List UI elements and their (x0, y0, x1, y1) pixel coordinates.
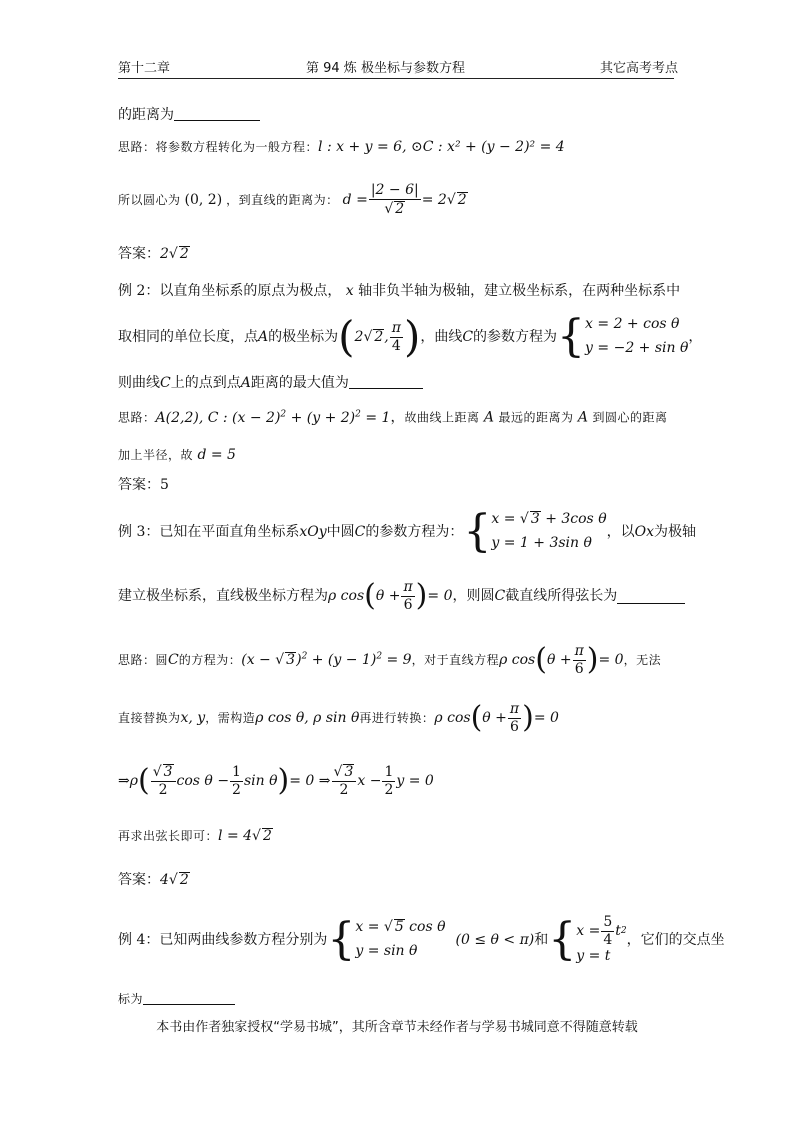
header-rule (118, 78, 674, 79)
copyright-footer: 本书由作者独家授权“学易书城”，其所含章节未经作者与学易书城同意不得随意转载 (156, 1020, 638, 1035)
answer-blank-2[interactable] (349, 374, 423, 389)
example-2-line-2: 取相同的单位长度，点 A 的极坐标为 ( 2 √ 2 , $\frac{\pi}{4}$ ) ，曲线 C 的参数方程为 { x = 2 + cos θ y = −2 + sin θ ， (118, 311, 703, 362)
answer-3: 答案：4√ 2 (118, 872, 189, 888)
answer-blank-4[interactable] (143, 990, 235, 1005)
header-chapter: 第十二章 (118, 61, 171, 76)
example-2-solution-2: 加上半径，故 d = 5 (118, 447, 236, 463)
example-3-line-2: 建立极坐标系，直线极坐标方程为 ρ cos ( θ + $\frac{\pi}{6}$ ) = 0 ，则圆 C 截直线所得弦长为 (118, 576, 685, 616)
example-4-line-2: 标为 (118, 990, 235, 1006)
line-solution-1: 思路：将参数方程转化为一般方程：l : x + y = 6, ⊙C : x² + (y − 2)² = 4 (118, 139, 565, 155)
example-3-line-1: 例 3：已知在平面直角坐标系 xOy 中圆 C 的参数方程为： { x = √ 3 + 3cos θ y = 1 + 3sin θ ，以 Ox 为极轴 (118, 506, 696, 557)
answer-2: 答案：5 (118, 477, 169, 493)
example-3-solution-1: 思路：圆 C 的方程为： (x − √ $3)^2 + (y - 1)^2 = 9$ ，对于直线方程 ρ cos ( θ + $\frac{\pi}{6}$ ) = 0 ，无法 (118, 642, 662, 677)
example-3-solution-3: 再求出弦长即可：l = 4√ 2 (118, 828, 272, 844)
example-3-solution-2: 直接替换为 x, y ，需构造 ρ cos θ, ρ sin θ 再进行转换： ρ cos ( θ + $\frac{\pi}{6}$ ) = 0 (118, 700, 559, 735)
example-2-solution-1: 思路：A(2,2), C : $(x - 2)^2 + (y + 2)^2 = 1$，故曲线上距离 A 最远的距离为 A 到圆心的距离 (118, 409, 668, 426)
answer-blank-3[interactable] (617, 589, 685, 604)
line-solution-2: 所以圆心为 (0, 2) ，到直线的距离为： d = $\frac{|2 - 6|}{√ 2}$ = 2√ 2 (118, 182, 467, 217)
header-topic: 其它高考考点 (600, 61, 679, 76)
answer-blank-1[interactable] (174, 106, 260, 121)
header-title: 第 94 炼 极坐标与参数方程 (306, 61, 465, 76)
example-2-line-3: 则曲线C上的点到点A距离的最大值为 (118, 374, 423, 390)
answer-1: 答案：2√ 2 (118, 246, 189, 262)
example-2-line-1: 例 2：以直角坐标系的原点为极点， x 轴非负半轴为极轴，建立极坐标系，在两种坐标系中 (118, 283, 681, 299)
example-4-line-1: 例 4：已知两曲线参数方程分别为 { x = √ 5 cos θ y = sin θ (0 ≤ θ < π) 和 { x = $\frac{5}{4}$ t 2 y = t ，它们的交点坐 (118, 914, 725, 965)
example-3-derivation: ⇒ ρ ( $\frac{√ 3}{2}$ cos θ − $\frac{1}{2}$ sin θ ) = 0 ⇒ $\frac{√ 3}{2}$ x − $\frac{1}{2}$ y = 0 (118, 763, 434, 798)
line-distance-prompt: 的距离为 (118, 106, 260, 122)
